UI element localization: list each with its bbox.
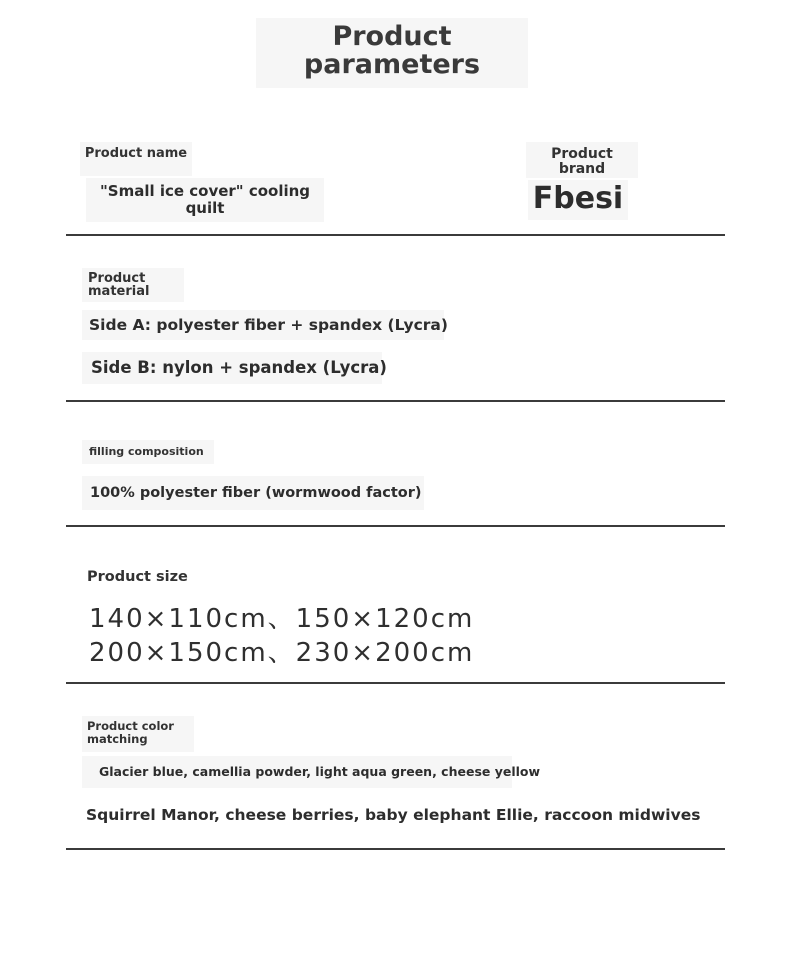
product-material-label: Product material bbox=[82, 268, 184, 302]
product-name-value: "Small ice cover" cooling quilt bbox=[86, 178, 324, 222]
divider-1 bbox=[66, 234, 725, 236]
filling-composition-label: filling composition bbox=[82, 440, 214, 464]
product-brand-value: Fbesi bbox=[528, 180, 628, 220]
product-brand-label: Product brand bbox=[526, 142, 638, 178]
divider-4 bbox=[66, 682, 725, 684]
product-name-label: Product name bbox=[80, 142, 192, 176]
page-title: Product parameters bbox=[256, 18, 528, 88]
material-side-b: Side B: nylon + spandex (Lycra) bbox=[82, 352, 382, 384]
material-side-a: Side A: polyester fiber + spandex (Lycra) bbox=[82, 310, 444, 340]
product-patterns-value: Squirrel Manor, cheese berries, baby elephant Ellie, raccoon midwives bbox=[86, 806, 701, 824]
divider-2 bbox=[66, 400, 725, 402]
filling-composition-value: 100% polyester fiber (wormwood factor) bbox=[82, 476, 424, 510]
divider-3 bbox=[66, 525, 725, 527]
product-size-label: Product size bbox=[87, 569, 188, 585]
product-size-line-1: 140×110cm、150×120cm bbox=[89, 604, 475, 634]
product-colors-value: Glacier blue, camellia powder, light aqua green, cheese yellow bbox=[82, 756, 512, 788]
product-size-line-2: 200×150cm、230×200cm bbox=[89, 638, 475, 668]
divider-5 bbox=[66, 848, 725, 850]
product-color-label: Product color matching bbox=[82, 716, 194, 752]
